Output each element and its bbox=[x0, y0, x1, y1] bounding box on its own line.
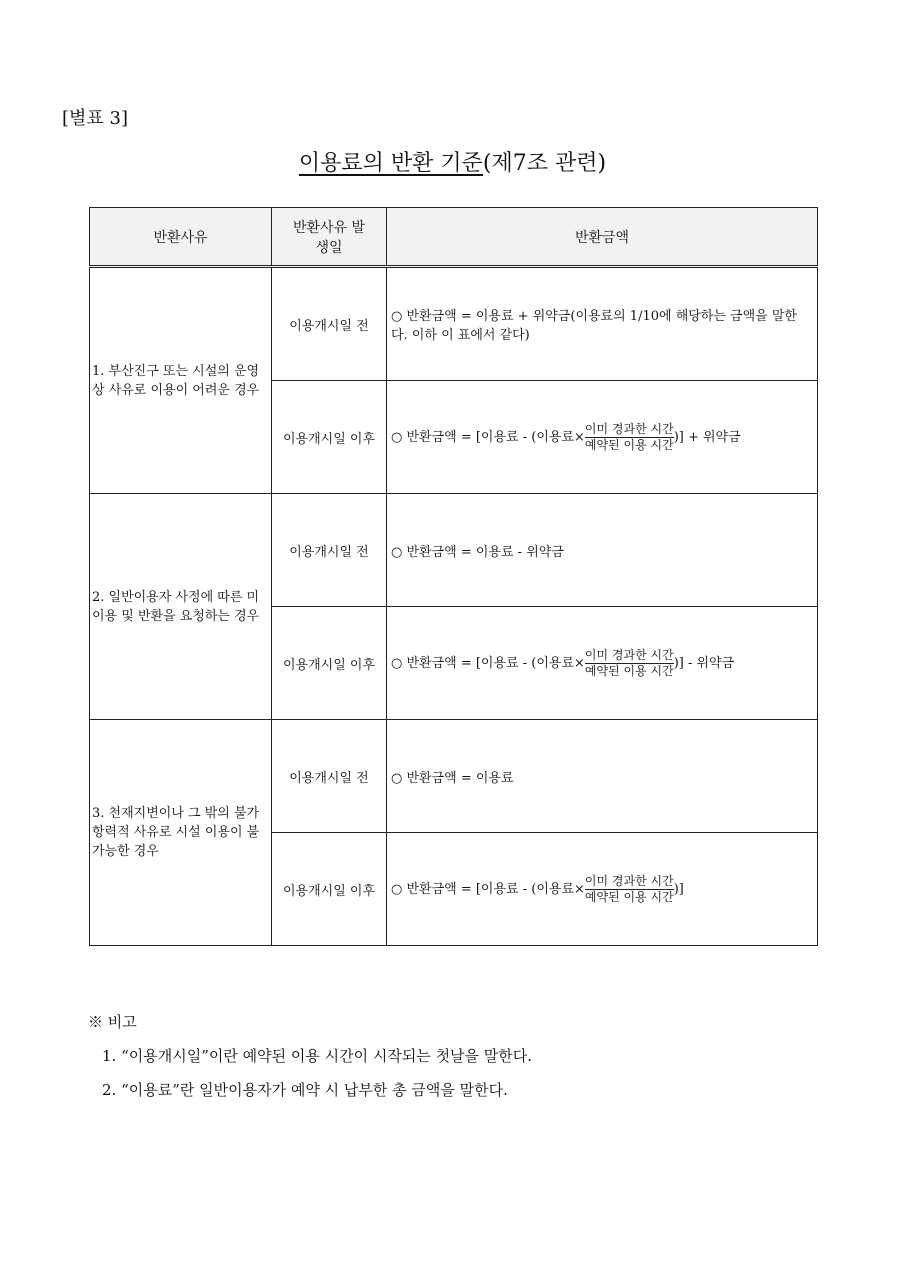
formula-pre: ○ 반환금액 = [이용료 - (이용료× bbox=[391, 429, 585, 445]
fraction-numerator: 이미 경과한 시간 bbox=[584, 647, 674, 662]
date-cell: 이용개시일 전 bbox=[272, 720, 387, 833]
amount-cell bbox=[387, 607, 818, 720]
notes-heading: ※ 비고 bbox=[88, 1013, 137, 1031]
header-amount: 반환금액 bbox=[387, 208, 818, 267]
fraction-numerator: 이미 경과한 시간 bbox=[584, 873, 674, 888]
date-cell: 이용개시일 이후 bbox=[272, 607, 387, 720]
table-row bbox=[90, 267, 818, 381]
table-row bbox=[90, 494, 818, 607]
fraction-numerator: 이미 경과한 시간 bbox=[584, 421, 674, 436]
formula-post: )] - 위약금 bbox=[673, 655, 735, 671]
fraction bbox=[585, 874, 674, 905]
reason-cell: 2. 일반이용자 사정에 따른 미이용 및 반환을 요청하는 경우 bbox=[90, 494, 272, 720]
fraction-denominator: 예약된 이용 시간 bbox=[584, 437, 674, 452]
title-main: 이용료의 반환 기준 bbox=[298, 151, 483, 176]
amount-cell: ○ 반환금액 = 이용료 bbox=[387, 720, 818, 833]
formula-pre: ○ 반환금액 = [이용료 - (이용료× bbox=[391, 881, 585, 897]
date-cell: 이용개시일 이후 bbox=[272, 833, 387, 946]
note-item: 2. “이용료”란 일반이용자가 예약 시 납부한 총 금액을 말한다. bbox=[102, 1081, 508, 1099]
refund-table bbox=[89, 207, 818, 946]
formula-pre: ○ 반환금액 = [이용료 - (이용료× bbox=[391, 655, 585, 671]
formula-post: )] bbox=[673, 881, 684, 897]
fraction-denominator: 예약된 이용 시간 bbox=[584, 663, 674, 678]
date-cell: 이용개시일 전 bbox=[272, 267, 387, 381]
notes bbox=[88, 1005, 532, 1107]
note-item: 1. “이용개시일”이란 예약된 이용 시간이 시작되는 첫날을 말한다. bbox=[102, 1047, 533, 1065]
fraction-denominator: 예약된 이용 시간 bbox=[584, 889, 674, 904]
amount-cell: ○ 반환금액 = 이용료 + 위약금(이용료의 1/10에 해당하는 금액을 말한다. 이하 이 표에서 같다) bbox=[387, 267, 818, 381]
header-date: 반환사유 발생일 bbox=[272, 208, 387, 267]
appendix-label: [별표 3] bbox=[62, 108, 128, 129]
fraction bbox=[585, 648, 674, 679]
date-cell: 이용개시일 전 bbox=[272, 494, 387, 607]
page-title bbox=[0, 146, 905, 177]
amount-cell: ○ 반환금액 = 이용료 - 위약금 bbox=[387, 494, 818, 607]
formula-post: )] + 위약금 bbox=[673, 429, 741, 445]
reason-cell: 3. 천재지변이나 그 밖의 불가항력적 사유로 시설 이용이 불가능한 경우 bbox=[90, 720, 272, 946]
amount-cell bbox=[387, 381, 818, 494]
table-row bbox=[90, 720, 818, 833]
date-cell: 이용개시일 이후 bbox=[272, 381, 387, 494]
fraction bbox=[585, 422, 674, 453]
reason-cell: 1. 부산진구 또는 시설의 운영상 사유로 이용이 어려운 경우 bbox=[90, 267, 272, 494]
amount-cell bbox=[387, 833, 818, 946]
header-reason: 반환사유 bbox=[90, 208, 272, 267]
title-sub: (제7조 관련) bbox=[482, 151, 607, 176]
